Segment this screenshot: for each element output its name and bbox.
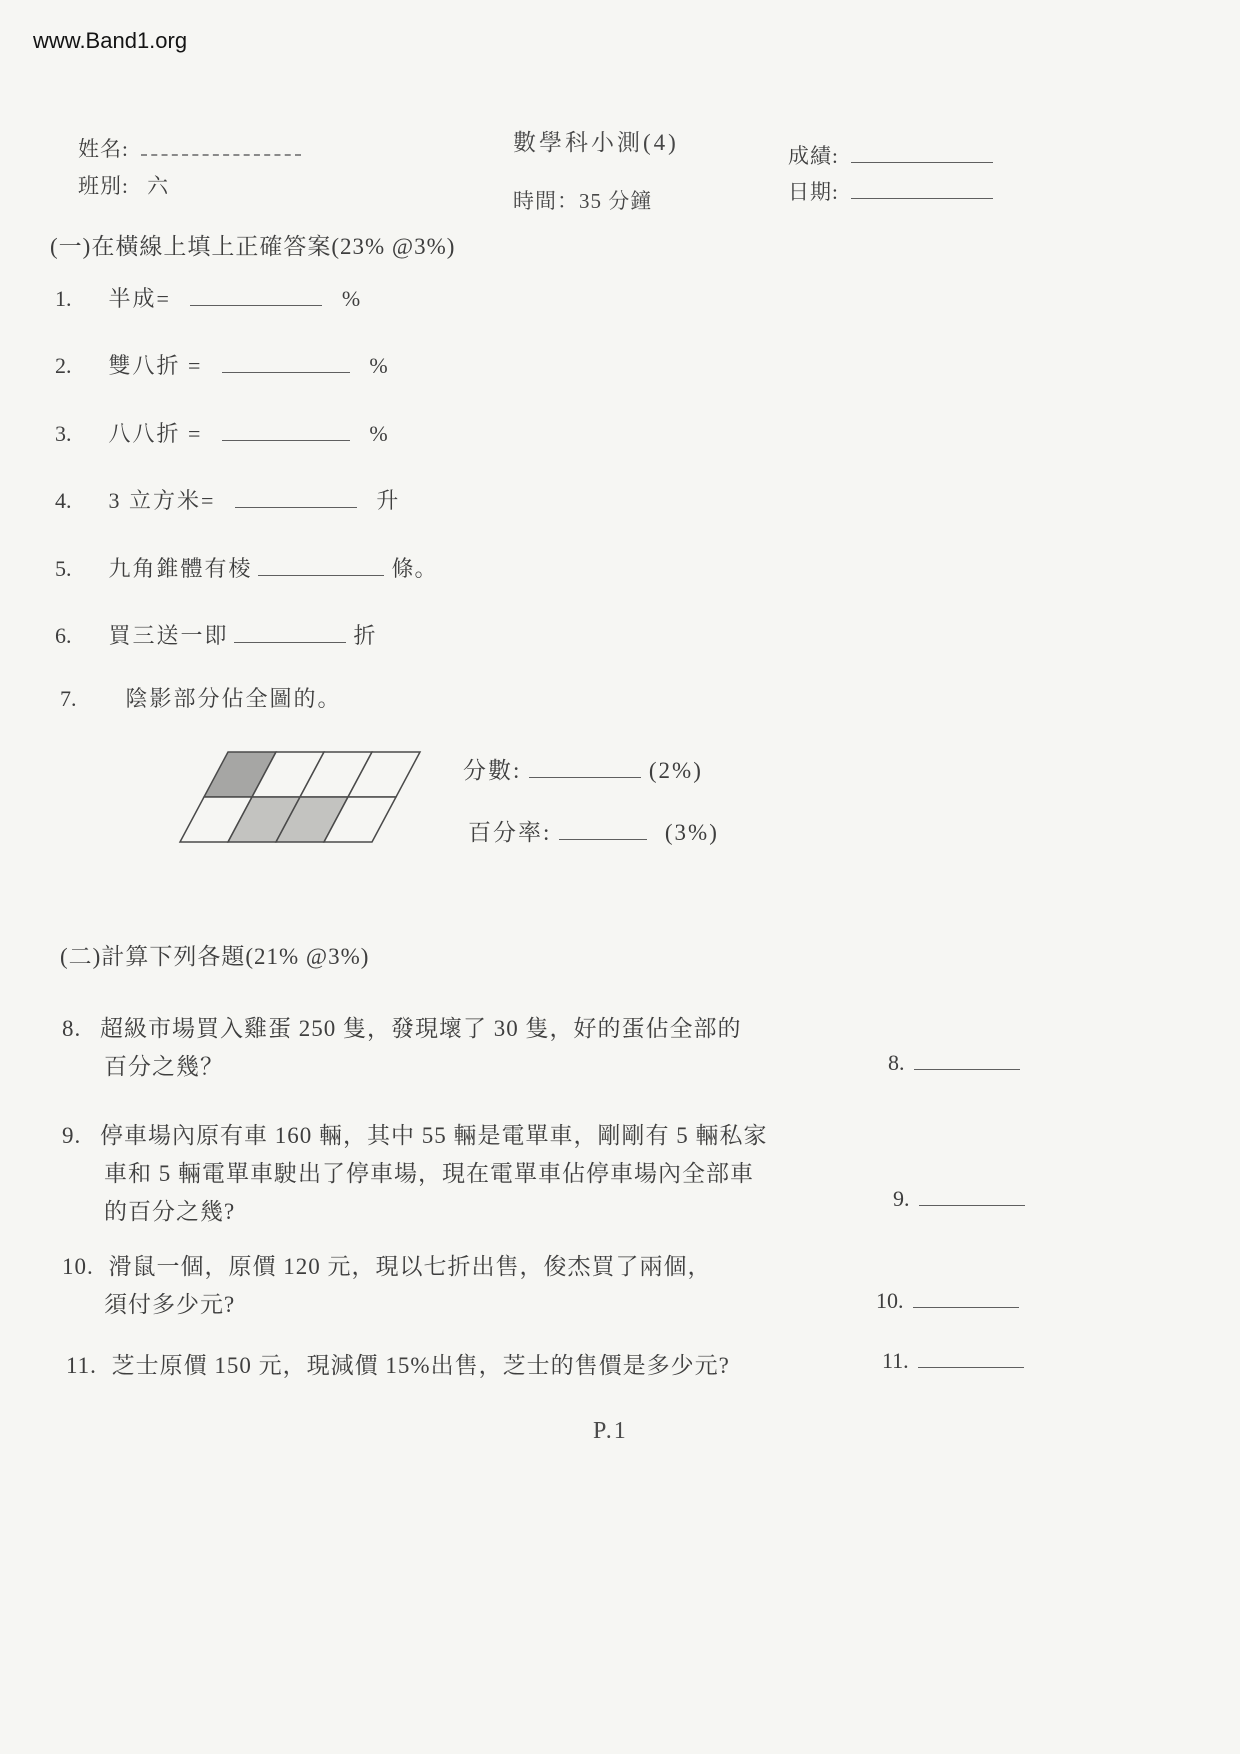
class-label: 班別: [78,174,129,198]
answer-blank [190,282,322,306]
parallelogram-figure-svg [178,748,424,846]
answer-blank [913,1284,1019,1308]
question-number: 7. [60,686,77,711]
question-line: 超級市場買入雞蛋 250 隻，發現壞了 30 隻，好的蛋佔全部的 [100,1016,742,1041]
quiz-title: 數學科小測(4) [513,130,679,155]
s2-question-8 [62,1010,832,1086]
answer-number: 11. [882,1348,909,1374]
answer-slot-11 [882,1344,1024,1374]
quiz-time: 時間：35 分鐘 [513,189,653,213]
question-number: 9. [62,1123,82,1148]
percent-blank [559,815,647,840]
question-unit: 升 [376,488,400,514]
question-number: 5. [55,556,72,582]
s1-question-5 [55,552,438,583]
name-label: 姓名: [78,137,129,162]
s1-question-7 [60,682,356,713]
date-blank [851,176,993,199]
question-number: 6. [55,623,72,649]
score-label: 成績: [788,144,839,169]
question-number: 4. [55,488,72,514]
s1-question-4 [55,484,399,515]
shaded-figure [178,748,424,851]
answer-blank [918,1344,1024,1368]
percent-mark: (3%) [664,820,719,845]
class-value: 六 [147,174,170,198]
question-text: 買三送一即 [108,623,229,649]
question-text: 八八折 = [108,421,203,447]
s2-question-11 [66,1347,856,1385]
answer-blank [222,417,350,441]
name-blank [141,132,301,156]
s1-question-2 [55,349,389,380]
score-blank [851,140,993,163]
answer-number: 10. [876,1288,904,1314]
question-number: 10. [62,1254,94,1279]
question-number: 8. [62,1016,82,1041]
answer-slot-9 [893,1182,1025,1212]
class-row [78,170,169,200]
percent-answer-row [468,814,719,847]
question-number: 1. [55,286,72,312]
question-line: 車和 5 輛電單車駛出了停車場，現在電單車佔停車場內全部車 [104,1161,754,1186]
question-line: 須付多少元? [104,1292,236,1317]
answer-blank [258,552,384,576]
s1-question-1 [55,282,361,313]
answer-blank [234,619,346,643]
question-text: 九角錐體有棱 [108,556,253,582]
answer-blank [919,1182,1025,1206]
s2-question-10 [62,1248,852,1324]
s1-question-3 [55,417,389,448]
question-unit: % [341,286,362,312]
section2-heading: (二)計算下列各題(21% @3%) [60,944,370,969]
question-line: 的百分之幾? [104,1199,236,1224]
question-line: 百分之幾？ [104,1054,224,1079]
question-unit: 折 [353,623,377,649]
question-text: 半成= [108,286,171,312]
question-line: 芝士原價 150 元，現減價 15%出售，芝士的售價是多少元? [111,1353,730,1378]
date-row [788,176,993,206]
page-number: P.1 [593,1418,628,1444]
question-line: 停車場內原有車 160 輛，其中 55 輛是電單車，剛剛有 5 輛私家 [100,1123,768,1148]
answer-blank [235,484,357,508]
fraction-answer-row [463,752,703,785]
answer-number: 9. [893,1186,910,1212]
fraction-label: 分數: [463,758,522,783]
percent-label: 百分率: [468,820,552,845]
question-unit: % [369,421,389,447]
section1-heading: (一)在橫線上填上正確答案(23% @3%) [50,234,456,259]
question-text: 陰影部分佔全圖的。 [125,686,342,711]
question-unit: % [369,353,389,379]
question-text: 3 立方米= [108,488,216,514]
question-number: 11. [66,1353,97,1378]
score-row [788,140,993,170]
answer-number: 8. [888,1050,905,1076]
name-row [78,132,301,163]
answer-blank [222,349,350,373]
answer-slot-8 [888,1046,1020,1076]
question-line: 滑鼠一個，原價 120 元，現以七折出售，俊杰買了兩個， [108,1254,712,1279]
question-text: 雙八折 = [108,353,203,379]
question-number: 3. [55,421,72,447]
site-watermark: www.Band1.org [33,28,188,53]
question-number: 2. [55,353,72,379]
answer-slot-10 [876,1284,1019,1314]
fraction-blank [529,753,641,778]
fraction-mark: (2%) [648,758,703,783]
answer-blank [914,1046,1020,1070]
s1-question-6 [55,619,377,650]
date-label: 日期: [788,180,839,205]
question-unit: 條。 [391,556,438,582]
s2-question-9 [62,1117,852,1231]
